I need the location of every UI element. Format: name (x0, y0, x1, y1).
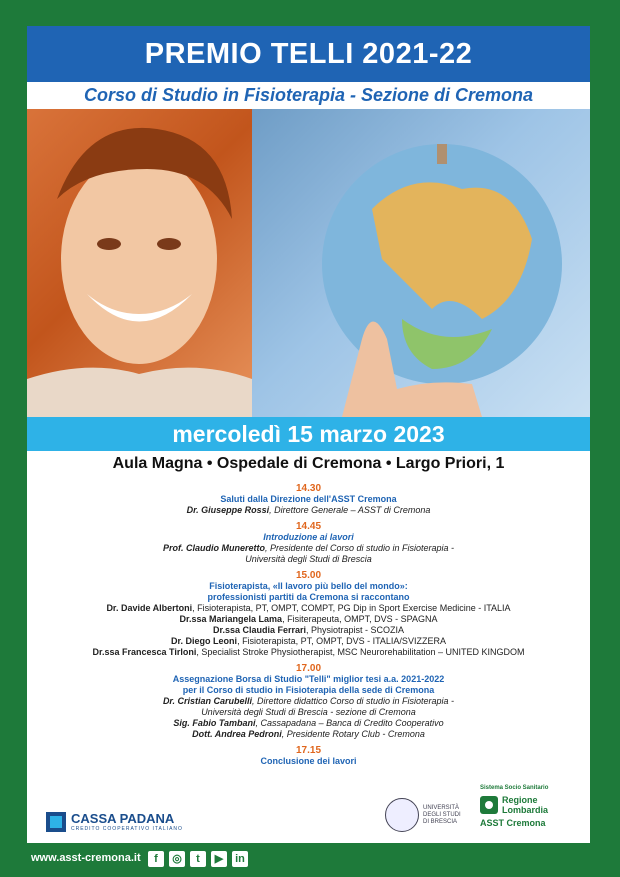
event-venue: Aula Magna • Ospedale di Cremona • Largo Priori, 1 (112, 455, 505, 472)
speaker-role: , Direttore didattico Corso di studio in Fisioterapia - (251, 696, 455, 706)
linkedin-icon[interactable]: in (232, 851, 248, 867)
asst-label: ASST Cremona (480, 818, 546, 828)
program (27, 478, 590, 767)
portrait-photo (27, 109, 252, 417)
speaker-name: Dr. Davide Albertoni (106, 603, 193, 613)
lombardia-rose-icon (480, 796, 498, 814)
regione-line-1: Regione (502, 795, 538, 805)
speaker-name: Dr.ssa Mariangela Lama (179, 614, 283, 624)
session-4-title-cont: per il Corso di studio in Fisioterapia della sede di Cremona (182, 685, 435, 695)
website-link[interactable]: www.asst-cremona.it (31, 852, 141, 864)
twitter-icon[interactable]: t (190, 851, 206, 867)
unibs-line-2: DEGLI STUDI (423, 811, 461, 818)
session-2-title: Introduzione ai lavori (263, 532, 354, 542)
regione-lombardia-logo (480, 785, 590, 828)
unibs-logo (385, 798, 461, 832)
sistema-label: Sistema Socio Sanitario (480, 785, 549, 791)
speaker-role: , Direttore Generale – ASST di Cremona (269, 505, 431, 515)
session-1-title: Saluti dalla Direzione dell'ASST Cremona (220, 494, 397, 504)
speaker-name: Dr. Cristian Carubelli (162, 696, 252, 706)
speaker-role-cont: Università degli Studi di Brescia (245, 554, 372, 564)
speaker-role: , Fisioterapista, PT, OMPT, DVS - ITALIA/SVIZZERA (237, 636, 446, 646)
cassa-padana-name: CASSA PADANA (71, 811, 175, 826)
speaker-name: Dr. Giuseppe Rossi (186, 505, 270, 515)
speaker-name: Sig. Fabio Tambani (173, 718, 256, 728)
instagram-icon[interactable]: ◎ (169, 851, 185, 867)
speaker-role: , Specialist Stroke Physiotherapist, MSC Neurorehabilitation – UNITED KINGDOM (196, 647, 525, 657)
cassa-padana-sub: CREDITO COOPERATIVO ITALIANO (71, 826, 183, 832)
speaker-role: , Presidente Rotary Club - Cremona (281, 729, 425, 739)
title-bar (27, 26, 590, 82)
time-1: 14.30 (295, 483, 322, 494)
regione-line-2: Lombardia (502, 805, 549, 815)
speaker-role-cont: Università degli Studi di Brescia - sezione di Cremona (201, 707, 416, 717)
unibs-seal-icon (385, 798, 419, 832)
poster (27, 26, 590, 843)
speaker-role: , Fisioterapista, PT, OMPT, COMPT, PG Dip in Sport Exercise Medicine - ITALIA (192, 603, 511, 613)
unibs-line-3: DI BRESCIA (423, 818, 458, 825)
time-4: 17.00 (295, 663, 322, 674)
unibs-line-1: UNIVERSITÀ (423, 804, 460, 811)
speaker-role: , Cassapadana – Banca di Credito Cooperativo (255, 718, 444, 728)
speaker-name: Dr. Diego Leoni (171, 636, 238, 646)
speaker-role: , Physiotrapist - SCOZIA (306, 625, 405, 635)
poster-title: PREMIO TELLI 2021-22 (144, 38, 473, 70)
speaker-role: , Presidente del Corso di studio in Fisioterapia - (264, 543, 455, 553)
session-5-title: Conclusione dei lavori (260, 756, 357, 766)
speaker-name: Dr.ssa Claudia Ferrari (212, 625, 306, 635)
speaker-name: Dr.ssa Francesca Tirloni (92, 647, 197, 657)
poster-subtitle: Corso di Studio in Fisioterapia - Sezione di Cremona (83, 85, 534, 105)
session-3-title-cont: professionisti partiti da Cremona si raccontano (207, 592, 410, 602)
speaker-name: Prof. Claudio Muneretto (162, 543, 265, 553)
speaker-name: Dott. Andrea Pedroni (192, 729, 282, 739)
session-3-title: Fisioterapista, «Il lavoro più bello del mondo»: (209, 581, 408, 591)
time-3: 15.00 (295, 570, 322, 581)
globe-photo (252, 109, 590, 417)
time-5: 17.15 (295, 745, 322, 756)
time-2: 14.45 (295, 521, 322, 532)
facebook-icon[interactable]: f (148, 851, 164, 867)
session-4-title: Assegnazione Borsa di Studio "Telli" miglior tesi a.a. 2021-2022 (172, 674, 445, 684)
cassa-padana-logo (46, 812, 183, 832)
youtube-icon[interactable]: ▶ (211, 851, 227, 867)
cassa-padana-mark-icon (46, 812, 66, 832)
event-date: mercoledì 15 marzo 2023 (27, 417, 590, 451)
speaker-role: , Fisiterapeuta, OMPT, DVS - SPAGNA (282, 614, 438, 624)
